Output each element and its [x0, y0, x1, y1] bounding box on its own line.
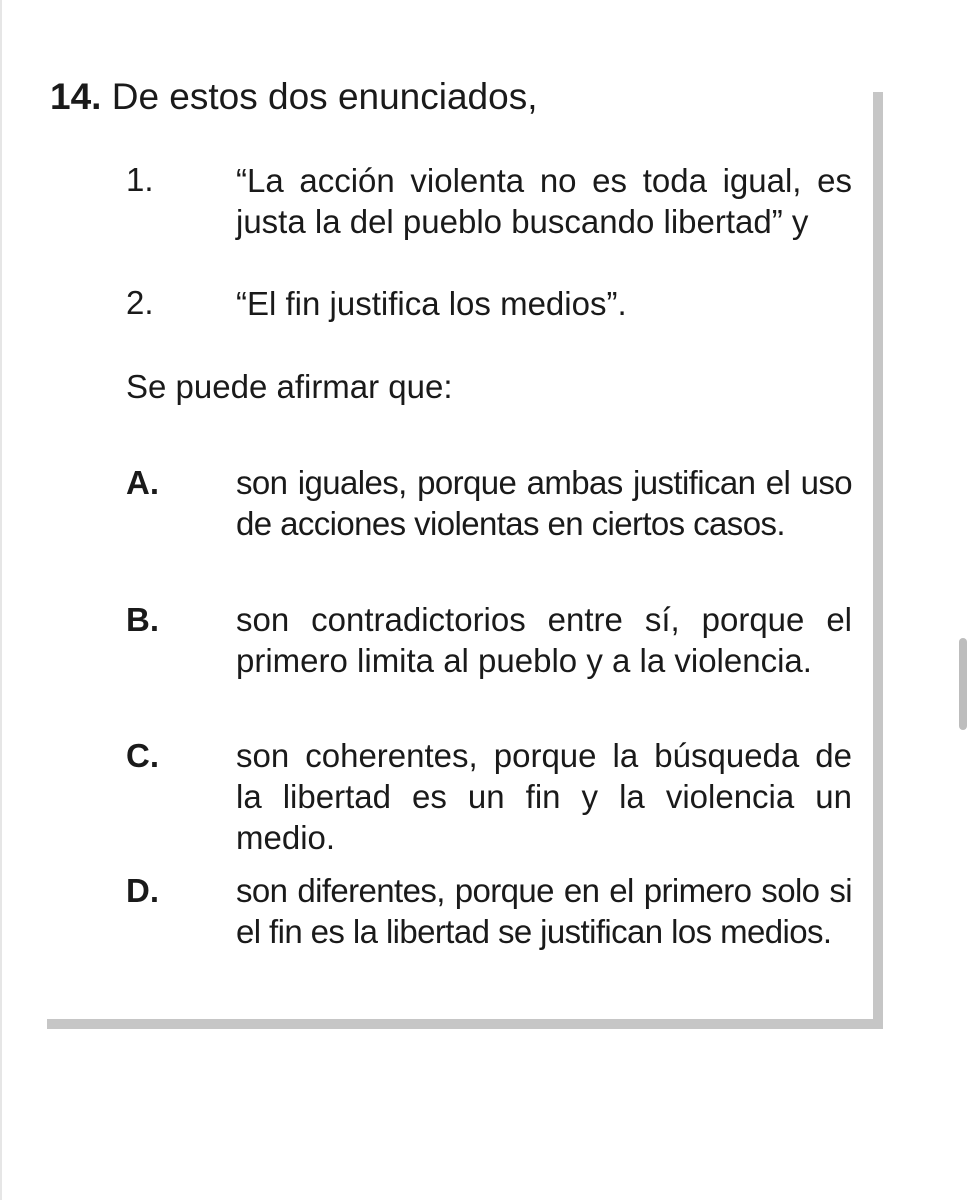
option-text-c: son coherentes, porque la búsqueda de la libertad es un fin y la violencia un medio. — [236, 737, 852, 856]
option-letter-a: A. — [126, 464, 159, 501]
option-text-a: son iguales, porque ambas justifican el uso de acciones violentas en ciertos casos. — [236, 464, 852, 542]
page-left-border — [0, 0, 2, 1200]
scrollbar-thumb[interactable] — [959, 638, 967, 730]
statement-text-1: “La acción violenta no es toda igual, es justa la del pueblo buscando libertad” y — [236, 162, 852, 240]
question-number: 14. — [50, 76, 102, 117]
option-letter-d: D. — [126, 872, 159, 909]
option-text-b: son contradictorios entre sí, porque el primero limita al pueblo y a la violencia. — [236, 601, 852, 679]
box-shadow-bottom — [47, 1019, 883, 1029]
question-prompt: Se puede afirmar que: — [126, 368, 453, 405]
statement-number-1: 1. — [126, 161, 154, 198]
question-header — [50, 74, 538, 120]
option-letter-b: B. — [126, 601, 159, 638]
statement-text-2: “El fin justifica los medios”. — [236, 285, 627, 322]
statement-number-2: 2. — [126, 284, 154, 321]
option-letter-c: C. — [126, 737, 159, 774]
box-shadow-right — [873, 92, 883, 1029]
question-intro: De estos dos enunciados, — [101, 76, 538, 117]
option-text-d: son diferentes, porque en el primero solo si el fin es la libertad se justifican los medios. — [236, 872, 852, 950]
